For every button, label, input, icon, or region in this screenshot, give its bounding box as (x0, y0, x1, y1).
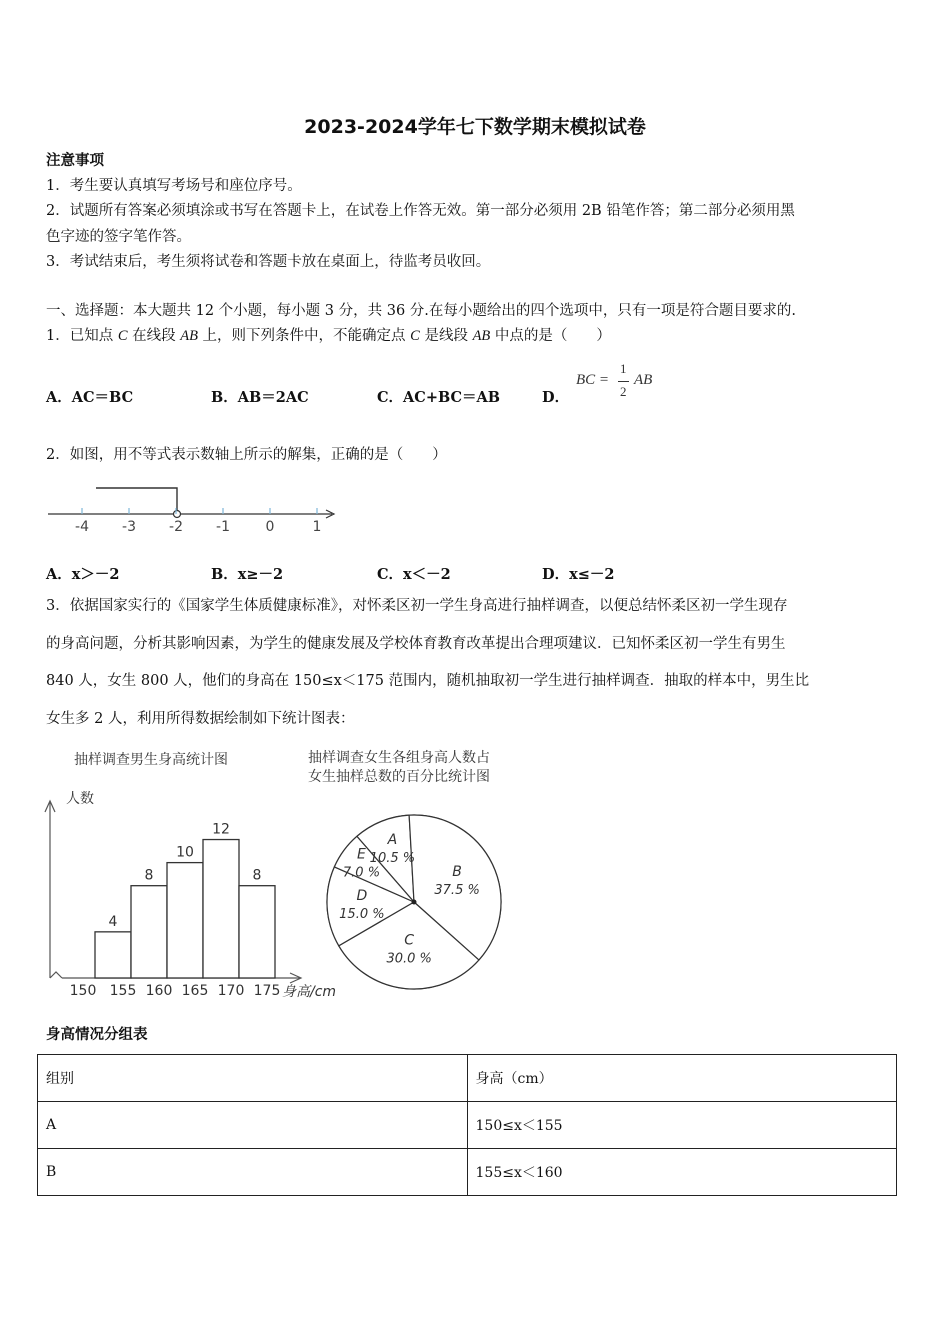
axis-tick-label: -1 (216, 519, 230, 535)
question-3-line: 3．依据国家实行的《国家学生体质健康标准》，对怀柔区初一学生身高进行抽样调查，以便总结怀柔区初一学生现存 (46, 598, 788, 614)
open-circle-icon (174, 511, 181, 518)
pie-slice-label: C (404, 932, 415, 949)
formula-denominator: 2 (620, 384, 627, 399)
pie-center-dot (412, 900, 417, 905)
table-header-row (38, 1055, 897, 1102)
stem-text: 是线段 (419, 328, 473, 344)
table-title: 身高情况分组表 (46, 1026, 148, 1043)
question-3-line: 840 人，女生 800 人，他们的身高在 150≤x＜175 范围内，随机抽取初一学生进行抽样调查．抽取的样本中，男生比 (46, 673, 810, 689)
question-2-stem: 2．如图，用不等式表示数轴上所示的解集，正确的是（ ） (46, 447, 447, 463)
question-3-line: 的身高问题，分析其影响因素，为学生的健康发展及学校体育教育改革提出合理项建议．已知怀柔区初一学生有男生 (46, 636, 786, 652)
bar-value-label: 8 (252, 867, 262, 884)
stem-text: 在线段 (127, 328, 181, 344)
q1-option-c[interactable]: C．AC+BC＝AB (377, 389, 501, 406)
q1-option-d-formula (576, 362, 676, 406)
q1-option-a[interactable]: A．AC＝BC (46, 389, 134, 406)
question-3-line: 女生多 2 人，利用所得数据绘制如下统计图表： (46, 711, 355, 727)
notice-line: 1．考生要认真填写考场号和座位序号。 (46, 178, 302, 194)
pie-slice-percent: 7.0 % (342, 865, 381, 881)
y-axis-label: 人数 (66, 791, 94, 807)
bar-value-label: 8 (144, 867, 154, 884)
question-1-stem (46, 327, 611, 345)
table-header-cell: 身高（cm） (467, 1055, 897, 1102)
bar (203, 840, 239, 978)
formula-lhs: BC = (576, 372, 610, 388)
bar-value-label: 10 (176, 844, 194, 861)
x-tick-label: 155 (109, 983, 137, 999)
fraction-bar (618, 381, 629, 382)
bar-value-label: 12 (212, 821, 230, 838)
q2-option-c[interactable]: C．x＜－2 (377, 566, 451, 583)
q2-option-d[interactable]: D．x≤－2 (542, 566, 615, 583)
bar (95, 932, 131, 978)
axis-tick-label: 0 (265, 519, 275, 535)
table-row (38, 1102, 897, 1149)
bar (131, 886, 167, 978)
pie-slice-percent: 15.0 % (339, 906, 385, 922)
x-tick-label: 170 (217, 983, 245, 999)
formula-numerator: 1 (620, 361, 627, 376)
table-cell: 150≤x＜155 (467, 1102, 897, 1149)
notice-line: 3．考试结束后，考生须将试卷和答题卡放在桌面上，待监考员收回。 (46, 254, 491, 270)
segment-ab: AB (472, 328, 491, 344)
q2-option-a[interactable]: A．x＞－2 (46, 566, 120, 583)
formula-rhs: AB (634, 372, 653, 388)
x-tick-label: 150 (69, 983, 97, 999)
segment-ab: AB (180, 328, 198, 344)
chart-title-line: 女生抽样总数的百分比统计图 (308, 769, 490, 785)
x-tick-label: 165 (181, 983, 209, 999)
point-c: C (410, 328, 420, 344)
axis-tick-label: -2 (169, 519, 183, 535)
bar (167, 863, 203, 978)
q1-option-b[interactable]: B．AB＝2AC (211, 389, 309, 406)
q2-option-b[interactable]: B．x≥－2 (211, 566, 284, 583)
pie-slice-percent: 30.0 % (386, 951, 432, 967)
axis-tick-label: -4 (75, 519, 89, 535)
height-group-table (37, 1054, 897, 1196)
notice-line: 色字迹的签字笔作答。 (46, 229, 191, 245)
x-axis-label: 身高/cm (282, 984, 337, 1000)
notice-heading: 注意事项 (46, 152, 104, 169)
q1-option-d[interactable]: D． (542, 389, 570, 406)
x-tick-label: 160 (145, 983, 173, 999)
pie-slice-label: E (357, 846, 366, 863)
female-height-pie-chart (300, 742, 530, 1004)
stem-text: 1．已知点 (46, 328, 118, 344)
axis-break-icon (50, 972, 62, 978)
bar (239, 886, 275, 978)
pie-slice-percent: 37.5 % (434, 883, 480, 899)
table-cell: 155≤x＜160 (467, 1149, 897, 1196)
table-cell: B (38, 1149, 468, 1196)
notice-line: 2．试题所有答案必须填涂或书写在答题卡上，在试卷上作答无效。第一部分必须用 2B 铅笔作答；第二部分必须用黑 (46, 203, 795, 219)
chart-title-line: 抽样调查女生各组身高人数占 (308, 750, 490, 766)
pie-slice-percent: 10.5 % (369, 850, 416, 866)
stem-text: 上，则下列条件中，不能确定点 (197, 328, 411, 344)
solution-bracket (96, 488, 177, 510)
pie-slice-label: D (356, 887, 368, 904)
stem-text: 中点的是（ ） (490, 328, 611, 344)
pie-slice-label: A (387, 831, 398, 848)
number-line (40, 478, 350, 538)
point-c: C (117, 328, 128, 344)
table-cell: A (38, 1102, 468, 1149)
axis-tick-label: 1 (312, 519, 322, 535)
axis-tick-label: -3 (122, 519, 136, 535)
bar-value-label: 4 (108, 913, 118, 930)
page-title: 2023-2024学年七下数学期末模拟试卷 (304, 116, 646, 138)
section-heading: 一、选择题：本大题共 12 个小题，每小题 3 分，共 36 分.在每小题给出的四个选项中，只有一项是符合题目要求的. (46, 303, 796, 319)
table-row (38, 1149, 897, 1196)
chart-title: 抽样调查男生身高统计图 (74, 752, 228, 768)
x-tick-label: 175 (253, 983, 281, 999)
pie-slice-label: B (452, 864, 462, 881)
table-header-cell: 组别 (38, 1055, 468, 1102)
